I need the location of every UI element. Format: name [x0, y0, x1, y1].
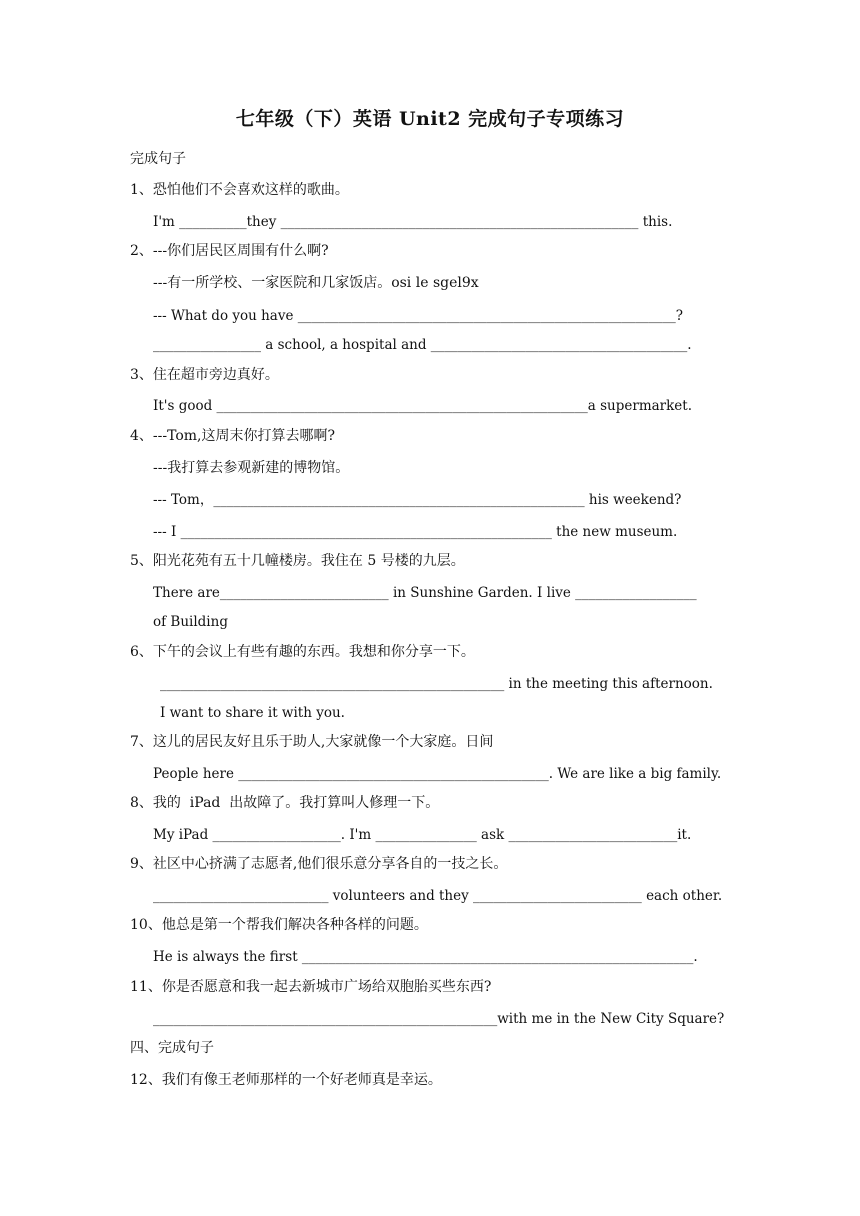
- question-7: 7、这儿的居民友好且乐于助人,大家就像一个大家庭。日间: [130, 734, 494, 750]
- answer-line-7: People here ______________________________________________. We are like a big family.: [153, 766, 722, 782]
- question-3: 3、住在超市旁边真好。: [130, 367, 279, 383]
- question-1: 1、恐怕他们不会喜欢这样的歌曲。: [130, 182, 349, 198]
- question-2-reply: ---有一所学校、一家医院和几家饭店。osi le sgel9x: [153, 275, 479, 291]
- answer-line-2b: ________________ a school, a hospital and ______________________________________.: [153, 337, 692, 353]
- question-5: 5、阳光花苑有五十几幢楼房。我住在 5 号楼的九层。: [130, 553, 465, 569]
- question-10: 10、他总是第一个帮我们解决各种各样的问题。: [130, 917, 428, 933]
- answer-line-10: He is always the first __________________________________________________________.: [153, 949, 698, 965]
- question-8: 8、我的 iPad 出故障了。我打算叫人修理一下。: [130, 795, 440, 811]
- section-heading-4: 四、完成句子: [130, 1040, 214, 1056]
- answer-line-1: I'm __________they _____________________________________________________ this.: [153, 214, 673, 230]
- question-4-reply: ---我打算去参观新建的博物馆。: [153, 460, 350, 476]
- answer-line-4b: --- I _______________________________________________________ the new museum.: [153, 524, 678, 540]
- question-9: 9、社区中心挤满了志愿者,他们很乐意分享各自的一技之长。: [130, 856, 508, 872]
- page-title: 七年级（下）英语 Unit2 完成句子专项练习: [235, 108, 625, 130]
- answer-line-9: __________________________ volunteers and they _________________________ each other.: [153, 888, 723, 904]
- answer-line-4a: --- Tom，_______________________________________________________ his weekend?: [153, 492, 682, 508]
- question-4: 4、---Tom,这周末你打算去哪啊?: [130, 428, 336, 444]
- question-6: 6、下午的会议上有些有趣的东西。我想和你分享一下。: [130, 644, 475, 660]
- section-heading: 完成句子: [130, 151, 186, 167]
- question-12: 12、我们有像王老师那样的一个好老师真是幸运。: [130, 1072, 442, 1088]
- answer-line-2a: --- What do you have ________________________________________________________?: [153, 308, 684, 324]
- answer-line-11: ___________________________________________________with me in the New City Square?: [153, 1011, 725, 1027]
- answer-line-8: My iPad ___________________. I'm _______________ ask _________________________it.: [153, 827, 692, 843]
- answer-line-3: It's good _______________________________________________________a supermarket.: [153, 398, 693, 414]
- answer-line-5b: of Building: [153, 614, 228, 630]
- question-11: 11、你是否愿意和我一起去新城市广场给双胞胎买些东西?: [130, 979, 492, 995]
- question-2: 2、---你们居民区周围有什么啊?: [130, 243, 329, 259]
- answer-line-5a: There are_________________________ in Sunshine Garden. I live __________________: [153, 585, 697, 601]
- answer-line-6b: I want to share it with you.: [160, 705, 345, 721]
- answer-line-6a: ___________________________________________________ in the meeting this afternoon.: [160, 676, 713, 692]
